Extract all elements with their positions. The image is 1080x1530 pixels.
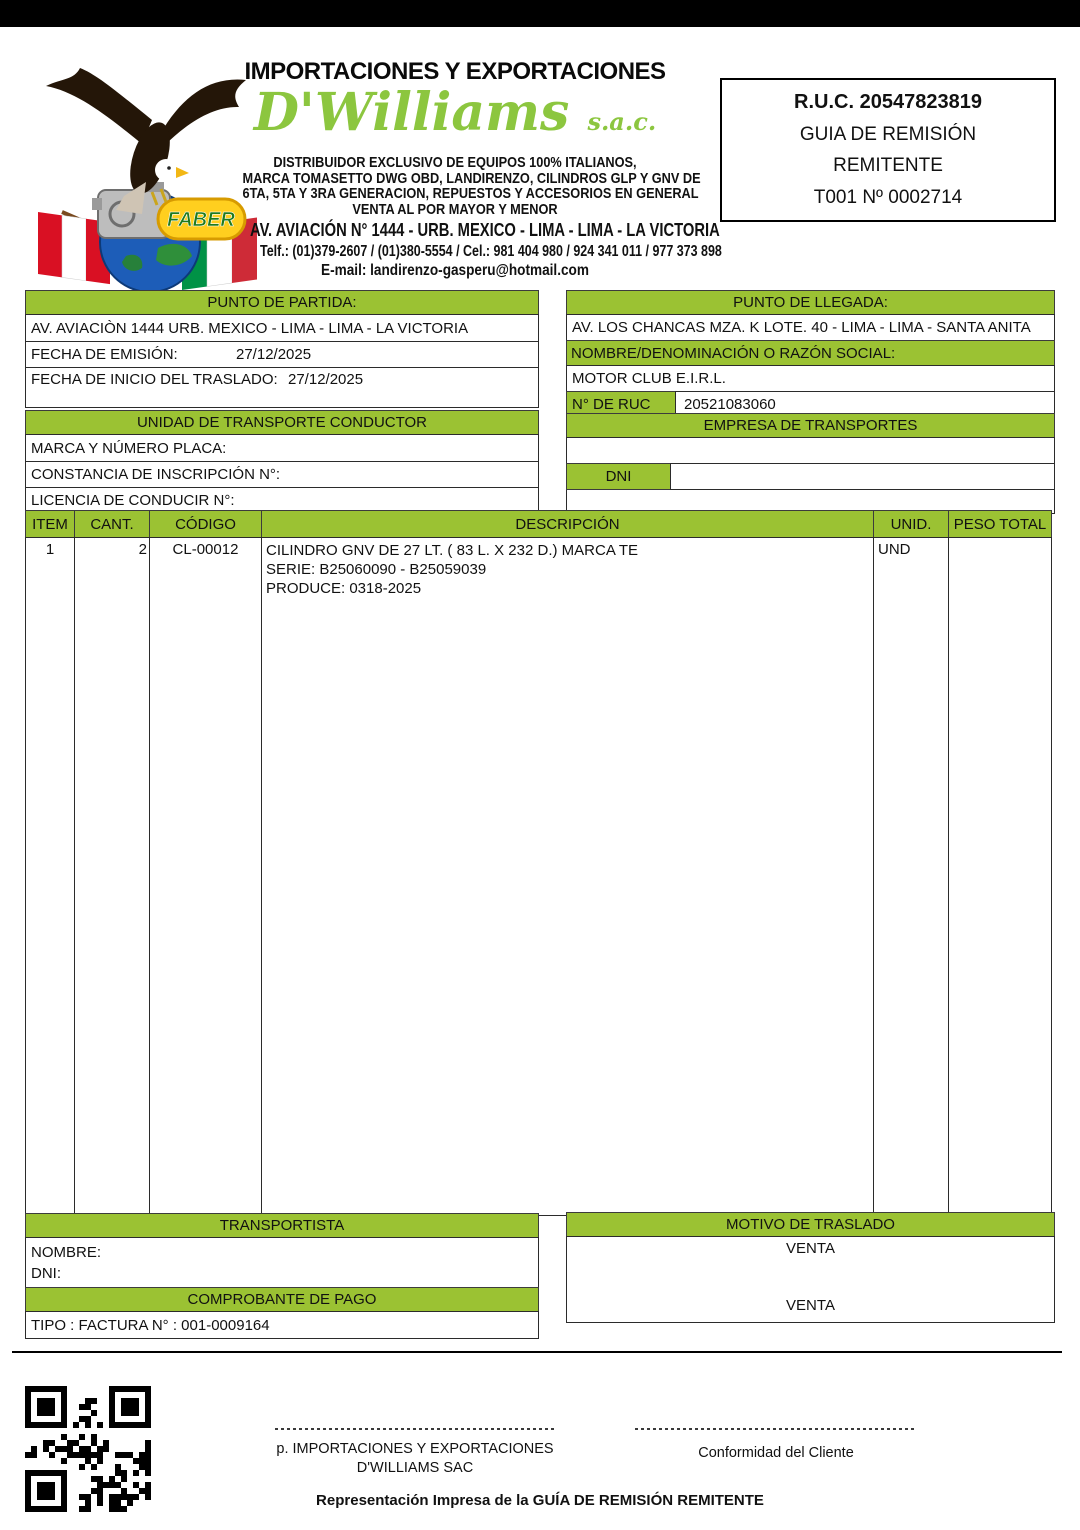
motivo-header: MOTIVO DE TRASLADO <box>566 1212 1055 1237</box>
table-row <box>25 538 1052 1216</box>
signature-client-caption: Conformidad del Cliente <box>698 1445 854 1461</box>
fecha-inicio-row <box>25 367 539 408</box>
dni-row <box>566 463 1055 490</box>
placa-row: MARCA Y NÚMERO PLACA: <box>25 434 539 462</box>
col-descripcion: DESCRIPCIÓN <box>261 510 874 538</box>
motivo-box <box>566 1236 1055 1323</box>
comprobante-header: COMPROBANTE DE PAGO <box>25 1287 539 1312</box>
header <box>205 58 722 280</box>
llegada-address: AV. LOS CHANCAS MZA. K LOTE. 40 - LIMA - LIMA - SANTA ANITA <box>566 314 1055 341</box>
fecha-inicio-label: FECHA DE INICIO DEL TRASLADO: <box>31 371 278 388</box>
ruc-number: R.U.C. 20547823819 <box>794 90 982 113</box>
unidad-transporte-header: UNIDAD DE TRANSPORTE CONDUCTOR <box>25 410 539 435</box>
razon-social-header: NOMBRE/DENOMINACIÓN O RAZÓN SOCIAL: <box>566 340 1055 366</box>
tagline-line: MARCA TOMASETTO DWG OBD, LANDIRENZO, CILINDROS GLP Y GNV DE <box>242 169 701 187</box>
document-type: GUIA DE REMISIÓN <box>799 123 977 145</box>
cell-cant: 2 <box>74 537 150 1216</box>
transportista-dni: DNI: <box>31 1264 61 1282</box>
fecha-emision-value: 27/12/2025 <box>236 346 312 363</box>
col-peso: PESO TOTAL <box>948 510 1052 538</box>
signature-line-client <box>635 1428 917 1430</box>
dni-label: DNI <box>566 463 671 490</box>
motivo-value-2: VENTA <box>786 1297 835 1314</box>
punto-partida-header: PUNTO DE PARTIDA: <box>25 290 539 315</box>
col-item: ITEM <box>25 510 75 538</box>
punto-llegada-header: PUNTO DE LLEGADA: <box>566 290 1055 315</box>
transportista-section <box>25 1213 539 1339</box>
items-table <box>25 510 1052 1216</box>
divider-line <box>12 1351 1062 1353</box>
tagline-line: 6TA, 5TA Y 3RA GENERACION, REPUESTOS Y ACCESORIOS EN GENERAL <box>242 185 699 202</box>
constancia-row: CONSTANCIA DE INSCRIPCIÓN N°: <box>25 461 539 488</box>
fecha-emision-row <box>25 341 539 368</box>
punto-de-llegada-section <box>566 290 1055 418</box>
description-line: PRODUCE: 0318-2025 <box>266 580 422 597</box>
transportista-header: TRANSPORTISTA <box>25 1213 539 1238</box>
cell-unid: UND <box>873 537 949 1216</box>
empresa-transportes-section <box>566 413 1055 514</box>
brand-name: D'Williams <box>253 82 570 143</box>
transportista-nombre: NOMBRE: <box>31 1243 102 1261</box>
top-black-bar <box>0 0 1080 27</box>
fecha-emision-label: FECHA DE EMISIÓN: <box>31 346 178 363</box>
print-note: Representación Impresa de la GUÍA DE REMISIÓN REMITENTE <box>316 1492 764 1509</box>
document-role: REMITENTE <box>833 155 943 177</box>
signature-company-line1: p. IMPORTACIONES Y EXPORTACIONES <box>276 1441 554 1457</box>
col-codigo: CÓDIGO <box>149 510 262 538</box>
document-id-box <box>720 78 1056 222</box>
tagline-line: DISTRIBUIDOR EXCLUSIVO DE EQUIPOS 100% ITALIANOS, <box>273 154 637 171</box>
company-email: E-mail: landirenzo-gasperu@hotmail.com <box>321 262 589 279</box>
comprobante-value: TIPO : FACTURA N° : 001-0009164 <box>25 1311 539 1339</box>
tagline-line: VENTA AL POR MAYOR Y MENOR <box>352 200 558 218</box>
signature-line-company <box>275 1428 555 1430</box>
empresa-empty-row <box>566 437 1055 464</box>
taglines <box>205 155 705 217</box>
ruc-value: 20521083060 <box>675 391 1055 418</box>
unidad-transporte-section <box>25 410 539 514</box>
punto-de-partida-section <box>25 290 539 408</box>
company-title: IMPORTACIONES Y EXPORTACIONES <box>244 58 666 85</box>
empresa-transportes-header: EMPRESA DE TRANSPORTES <box>566 413 1055 438</box>
description-line: SERIE: B25060090 - B25059039 <box>266 561 487 578</box>
company-phones: Telf.: (01)379-2607 / (01)380-5554 / Cel.: 981 404 980 / 924 341 011 / 977 373 898 <box>260 243 722 260</box>
razon-social-value: MOTOR CLUB E.I.R.L. <box>566 365 1055 392</box>
faber-label: FABER <box>167 209 235 231</box>
partida-address: AV. AVIACIÒN 1444 URB. MEXICO - LIMA - LIMA - LA VICTORIA <box>25 314 539 342</box>
ruc-label: N° DE RUC <box>566 391 676 418</box>
transportista-box <box>25 1237 539 1288</box>
company-address: AV. AVIACIÓN N° 1444 - URB. MEXICO - LIMA - LIMA - LA VICTORIA <box>250 220 720 240</box>
signature-company-line2: D'WILLIAMS SAC <box>356 1460 474 1476</box>
motivo-value-1: VENTA <box>786 1240 835 1257</box>
document-number: T001 Nº 0002714 <box>813 187 963 209</box>
cell-peso <box>948 537 1052 1216</box>
cell-descripcion <box>261 537 874 1216</box>
cell-codigo: CL-00012 <box>149 537 262 1216</box>
cell-item: 1 <box>25 537 75 1216</box>
licencia-row: LICENCIA DE CONDUCIR N°: <box>25 487 539 514</box>
col-cant: CANT. <box>74 510 150 538</box>
fecha-inicio-value: 27/12/2025 <box>288 371 364 388</box>
dni-value <box>670 463 1055 490</box>
items-table-header <box>25 510 1052 538</box>
brand-suffix: s.a.c. <box>587 107 657 136</box>
brand-script <box>205 84 705 151</box>
signature-company-caption <box>250 1440 580 1478</box>
motivo-traslado-section <box>566 1212 1055 1323</box>
col-unid: UNID. <box>873 510 949 538</box>
description-line: CILINDRO GNV DE 27 LT. ( 83 L. X 232 D.) MARCA TE <box>266 542 639 559</box>
